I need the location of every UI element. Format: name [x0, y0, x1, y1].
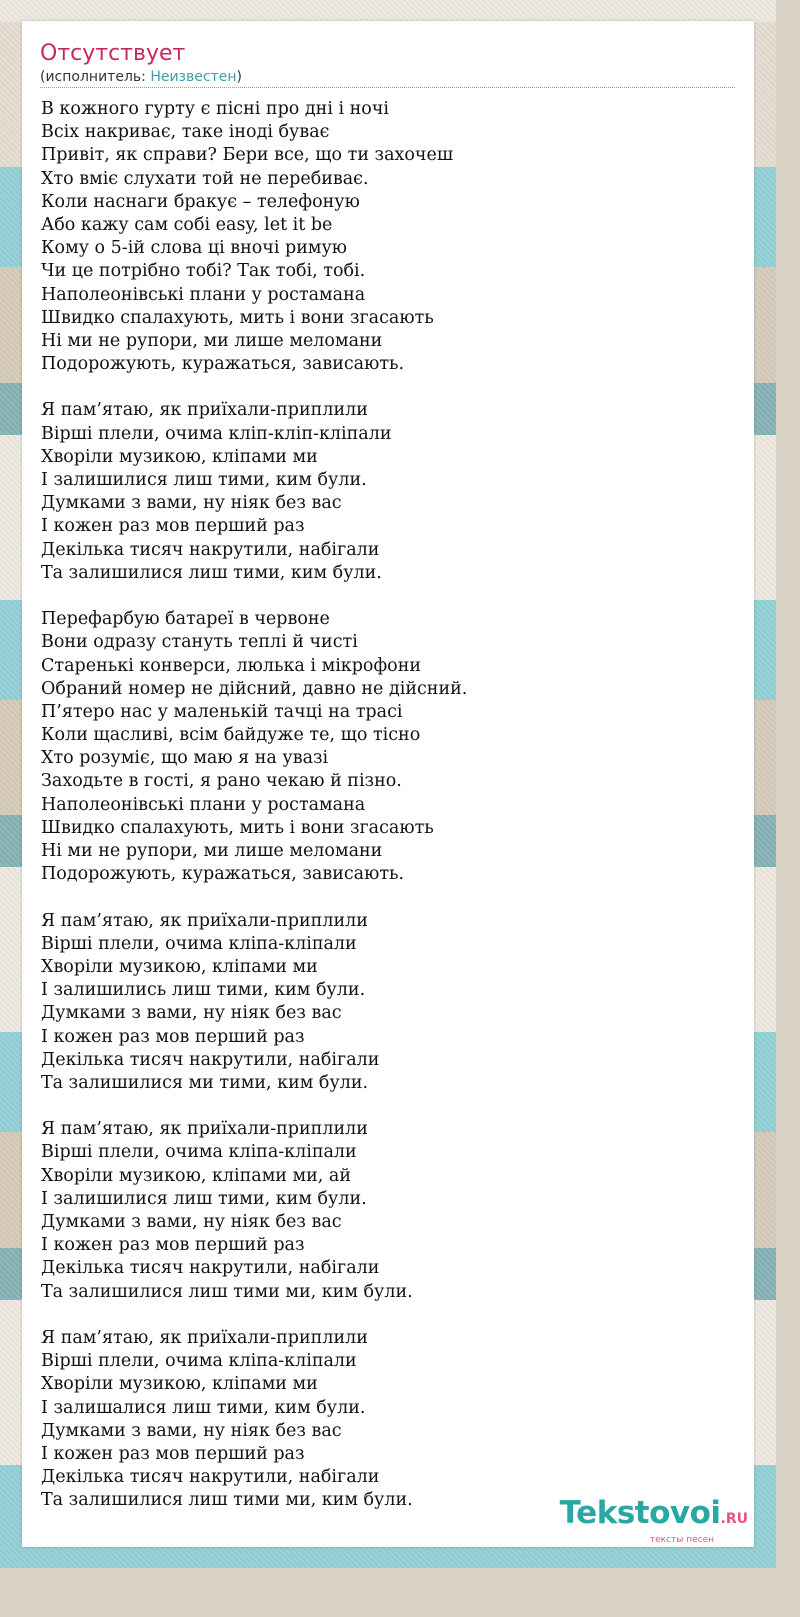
lyric-line: Я пам’ятаю, як приїхали-приплили — [41, 400, 368, 421]
logo-tagline: тексты песен — [649, 1535, 714, 1545]
stanza-gap — [41, 376, 741, 399]
lyric-line: Заходьте в гості, я рано чекаю й пізно. — [41, 771, 402, 792]
lyric-line: П’ятеро нас у маленькій тачці на трасі — [41, 701, 403, 722]
lyric-line: Вони одразу стануть теплі й чисті — [41, 632, 358, 653]
lyric-line: Та залишилися лиш тими ми, ким були. — [41, 1490, 413, 1511]
lyric-line: Хворіли музикою, кліпами ми, ай — [41, 1165, 352, 1186]
lyric-line: Вірші плели, очима кліпа-кліпали — [41, 1142, 357, 1163]
lyric-line: Ні ми не рупори, ми лише меломани — [41, 330, 383, 351]
lyric-line: Та залишилися лиш тими, ким були. — [41, 562, 382, 583]
lyric-line: Думками з вами, ну ніяк без вас — [41, 1003, 342, 1024]
lyric-line: Хто розуміє, що маю я на увазі — [41, 748, 329, 769]
lyric-line: Декілька тисяч накрутили, набігали — [41, 1467, 380, 1488]
lyric-line: Та залишилися ми тими, ким були. — [41, 1072, 369, 1093]
lyric-line: Та залишилися лиш тими ми, ким були. — [41, 1281, 413, 1302]
lyric-line: Наполеонівські плани у ростамана — [41, 794, 366, 815]
lyric-line: Кому о 5-ій слова ці вночі римую — [41, 238, 348, 259]
lyric-line: Старенькі конверси, люлька і мікрофони — [41, 655, 422, 676]
song-title: Отсутствует — [40, 41, 186, 66]
stanza-gap — [41, 585, 741, 608]
lyric-line: Декілька тисяч накрутили, набігали — [41, 1258, 380, 1279]
lyric-line: І кожен раз мов перший раз — [41, 516, 305, 537]
lyric-line: Я пам’ятаю, як приїхали-приплили — [41, 910, 368, 931]
artist-suffix: ) — [236, 69, 242, 85]
lyric-line: І кожен раз мов перший раз — [41, 1235, 305, 1256]
lyric-line: Ні ми не рупори, ми лише меломани — [41, 841, 383, 861]
lyric-line: Я пам’ятаю, як приїхали-приплили — [41, 1327, 368, 1348]
lyric-line: Декілька тисяч накрутили, набігали — [41, 1049, 380, 1070]
lyric-line: Декілька тисяч накрутили, набігали — [41, 539, 380, 560]
lyric-line: Вірші плели, очима кліп-кліп-кліпали — [41, 423, 392, 444]
lyric-line: Подорожують, куражаться, зависають. — [41, 354, 405, 375]
lyric-line: І кожен раз мов перший раз — [41, 1026, 305, 1047]
lyrics-text — [41, 98, 741, 1512]
lyric-line: Думками з вами, ну ніяк без вас — [41, 1420, 342, 1441]
lyric-line: Наполеонівські плани у ростамана — [41, 284, 366, 305]
lyric-line: Чи це потрібно тобі? Так тобі, тобі. — [41, 261, 366, 282]
logo-tld: .RU — [720, 1511, 748, 1527]
site-logo[interactable] — [560, 1497, 748, 1545]
lyric-line: Подорожують, куражаться, зависають. — [41, 864, 405, 885]
lyric-line: Швидко спалахують, мить і вони згасають — [41, 307, 434, 328]
lyric-line: Коли наснаги бракує – телефоную — [41, 191, 360, 212]
lyric-line: І залишалися лиш тими, ким були. — [41, 1397, 366, 1418]
artist-link[interactable]: Неизвестен — [150, 69, 237, 85]
lyric-line: І залишилися лиш тими, ким були. — [41, 470, 367, 490]
lyric-line: В кожного гурту є пісні про дні і ночі — [41, 99, 390, 119]
lyric-line: І залишилися лиш тими, ким були. — [41, 1188, 367, 1209]
lyric-line: Привіт, як справи? Бери все, що ти захочеш — [41, 145, 454, 166]
stanza-gap — [41, 886, 741, 909]
artist-line — [40, 68, 242, 86]
lyric-line: Всіх накриває, таке іноді буває — [41, 122, 330, 143]
lyric-line: Хворіли музикою, кліпами ми — [41, 1374, 318, 1395]
stanza-gap — [41, 1095, 741, 1118]
lyric-line: Хворіли музикою, кліпами ми — [41, 446, 318, 467]
stanza-gap — [41, 1304, 741, 1327]
lyric-line: Швидко спалахують, мить і вони згасають — [41, 817, 434, 838]
lyric-line: Обраний номер не дійсний, давно не дійсний. — [41, 678, 468, 699]
lyric-line: Або кажу сам собі easy, let it be — [41, 214, 333, 235]
lyric-line: Вірші плели, очима кліпа-кліпали — [41, 1351, 357, 1372]
lyric-line: І залишились лиш тими, ким були. — [41, 980, 366, 1001]
lyric-line: Думками з вами, ну ніяк без вас — [41, 493, 342, 514]
lyric-line: Хто вміє слухати той не перебиває. — [41, 168, 369, 189]
lyric-line: І кожен раз мов перший раз — [41, 1443, 305, 1464]
lyric-line: Я пам’ятаю, як приїхали-приплили — [41, 1119, 368, 1140]
lyric-line: Коли щасливі, всім байдуже те, що тісно — [41, 725, 421, 746]
artist-prefix: (исполнитель: — [40, 69, 151, 85]
lyric-line: Перефарбую батареї в червоне — [41, 609, 330, 630]
title-divider — [40, 87, 735, 88]
logo-name: Tekstovoi — [559, 1495, 721, 1531]
lyric-line: Вірші плели, очима кліпа-кліпали — [41, 933, 357, 954]
lyric-line: Думками з вами, ну ніяк без вас — [41, 1212, 342, 1232]
lyric-line: Хворіли музикою, кліпами ми — [41, 956, 318, 977]
lyrics-card — [22, 21, 754, 1547]
